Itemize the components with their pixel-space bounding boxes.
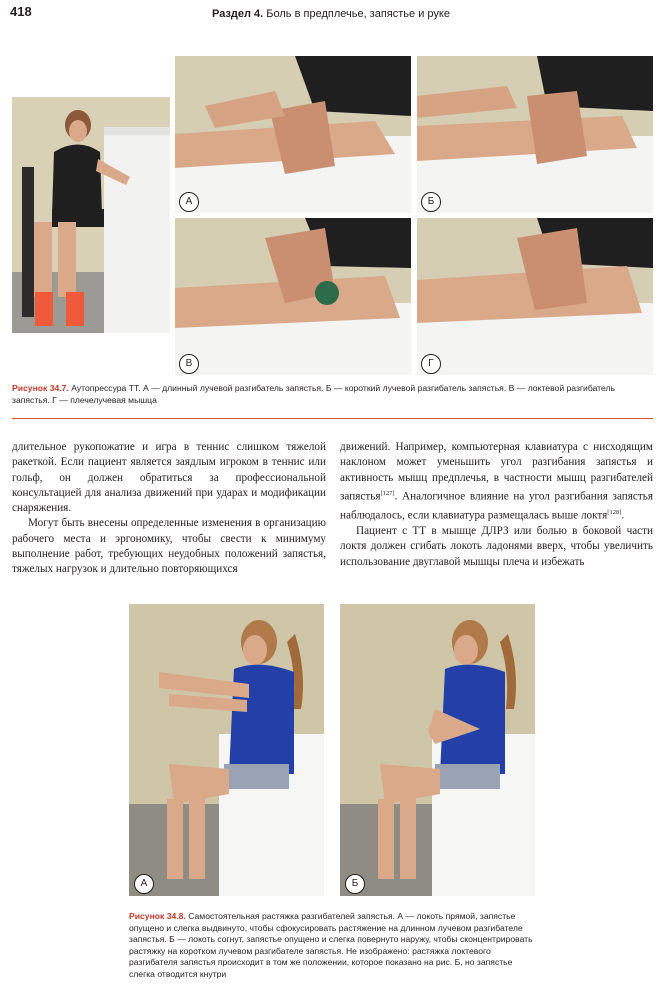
text-run: движений. Например, компьютерная клавиатура с нисходящим наклоном может уменьшить угол разгибания запястья и активность мышц предплечья, в частности мышц разгибателей запястья [340, 441, 653, 503]
photo-panel-c [175, 218, 411, 375]
figure-34-8-caption-label: Рисунок 34.8. [129, 911, 186, 921]
paragraph [340, 440, 653, 524]
text-run: . [621, 509, 625, 522]
figure-34-7-caption-text: Аутопрессура ТТ. А — длинный лучевой разгибатель запястья. Б — короткий лучевой разгибатель запястья. В — локтевой разгибатель запястья. Г — плечелучевая мышца [12, 383, 615, 405]
citation-ref: [127] [380, 489, 395, 497]
photo-overview-seated [12, 97, 170, 333]
paragraph: Пациент с ТТ в мышце ДЛРЗ или болью в боковой части локтя должен сгибать локоть ладонями вверх, чтобы увеличить использование двуглавой мышцы плеча и избежать [340, 524, 653, 568]
body-column-left [12, 440, 326, 578]
figure-34-7-caption [12, 383, 652, 406]
page-number: 418 [10, 4, 32, 19]
panel-label-c: В [179, 354, 199, 374]
body-column-right [340, 440, 653, 570]
citation-ref: [128] [607, 508, 622, 516]
photo-stretch-a [129, 604, 324, 896]
text-run: . Аналогичное влияние на угол разгибания запястья наблюдалось, если клавиатура размещалась выше локтя [340, 490, 653, 522]
paragraph: Могут быть внесены определенные изменения в организацию рабочего места и эргономику, чтобы свести к минимуму выполнение работ, требующих неудобных положений запястья, тяжелых нагрузок и длительно повторяющихся [12, 517, 326, 576]
panel-label-a: А [179, 192, 199, 212]
panel-label-b: Б [421, 192, 441, 212]
photo-panel-d [417, 218, 653, 375]
caption-rule [12, 418, 653, 419]
paragraph: длительное рукопожатие и игра в теннис слишком тяжелой ракеткой. Если пациент является заядлым игроком в теннис или гольф, он должен обратиться за профессиональной консультацией для анализа движений при ударах и модификации снаряжения. [12, 441, 326, 515]
figure-34-8-caption-text: Самостоятельная растяжка разгибателей запястья. А — локоть прямой, запястье опущено и слегка выдвинуто, чтобы сфокусировать растяжение на длинном лучевом разгибателе запястья. Б — локоть согнут, запястье опущено и слегка повернуто наружу, чтобы сконцентрировать растяжку на коротком лучевом разгибателе запястья. Не изображено: растяжка локтевого разгибателя запястья происходит в том же положении, которое показано на рис. Б, но запястье слегка отводится кнутри [129, 911, 533, 979]
photo-stretch-b [340, 604, 535, 896]
panel-label-stretch-b: Б [345, 874, 365, 894]
panel-label-stretch-a: А [134, 874, 154, 894]
running-head [212, 8, 450, 20]
figure-34-8-caption [129, 911, 539, 980]
panel-label-d: Г [421, 354, 441, 374]
photo-panel-a [175, 56, 411, 213]
section-title: Боль в предплечье, запястье и руке [266, 8, 450, 20]
photo-panel-b [417, 56, 653, 213]
section-label: Раздел 4. [212, 8, 264, 20]
figure-34-7-caption-label: Рисунок 34.7. [12, 383, 69, 393]
